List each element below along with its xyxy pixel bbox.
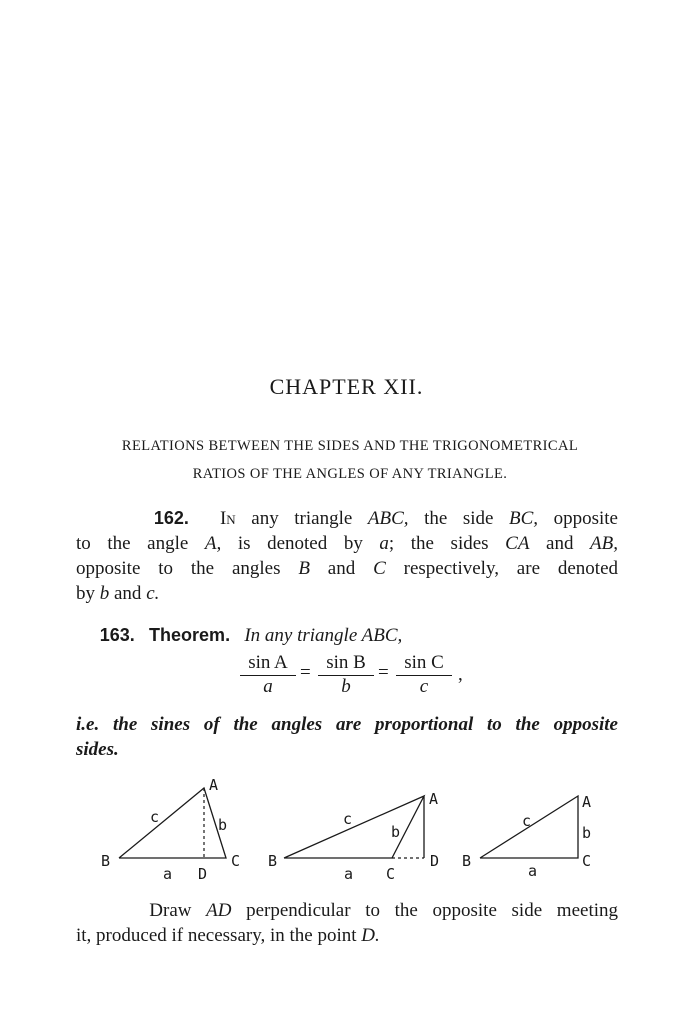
section-162-number: 162. <box>153 508 189 528</box>
theorem-label: Theorem. <box>149 625 231 645</box>
text: and <box>309 558 374 579</box>
numerator-sin-b: sin B <box>326 652 366 673</box>
text: perpendicular to the opposite side meeting <box>231 900 618 921</box>
triangle-figures <box>0 770 693 890</box>
section-162-line-4 <box>76 581 618 606</box>
section-162-line-3 <box>76 556 618 581</box>
subtitle-line-1: RELATIONS BETWEEN THE SIDES AND THE TRIGONOMETRICAL <box>121 438 579 454</box>
triangle-outline <box>284 796 424 858</box>
side-c: c. <box>146 583 160 604</box>
text: and <box>529 533 591 554</box>
figure-2-obtuse-triangle <box>268 790 439 883</box>
triangle-outline <box>119 788 226 858</box>
fraction-sin-b <box>314 652 378 698</box>
equals-sign: = <box>300 662 311 683</box>
section-163-number: 163. <box>99 625 135 645</box>
ie-line-2: sides. <box>76 739 119 760</box>
figure-1-acute-triangle <box>101 776 240 883</box>
section-163-line-1 <box>76 623 618 648</box>
foot-d-label: D <box>198 865 208 883</box>
side-a-label: a <box>528 862 538 880</box>
section-162-line-1 <box>76 506 618 531</box>
section-162 <box>76 506 618 606</box>
text: to the angle <box>76 533 205 554</box>
vertex-a-label: A <box>209 776 219 794</box>
angle-a: A, <box>204 533 222 554</box>
numerator-sin-a: sin A <box>248 652 288 673</box>
vertex-c-label: C <box>582 852 592 870</box>
side-b-label: b <box>218 816 228 834</box>
denominator-a: a <box>263 676 273 697</box>
ie-line-1: i.e. the sines of the angles are proportional to the opposite <box>76 714 618 735</box>
theorem-explanation <box>76 712 618 762</box>
text: it, produced if necessary, in the point <box>76 925 362 946</box>
text: opposite <box>538 508 618 529</box>
side-c-label: c <box>522 812 532 830</box>
point-d: D. <box>361 925 380 946</box>
angle-b: B <box>298 558 310 579</box>
chapter-subtitle <box>70 432 630 488</box>
side-c-label: c <box>343 810 353 828</box>
closing-line-2 <box>76 923 618 948</box>
lead-cap: In <box>219 508 236 529</box>
vertex-c-label: C <box>386 865 396 883</box>
equals-sign: = <box>378 662 389 683</box>
side-b-label: b <box>391 823 401 841</box>
chapter-title: CHAPTER XII. <box>269 374 424 399</box>
text: respectively, are denoted <box>385 558 619 579</box>
text: any triangle <box>235 508 368 529</box>
numerator-sin-c: sin C <box>404 652 444 673</box>
vertex-b-label: B <box>268 852 278 870</box>
fraction-sin-c <box>392 652 456 698</box>
sine-rule-formula <box>236 652 466 702</box>
figure-3-right-triangle <box>462 793 591 880</box>
text: Draw <box>149 900 207 921</box>
side-a: a <box>379 533 389 554</box>
vertex-a-label: A <box>429 790 439 808</box>
angle-c: C <box>373 558 386 579</box>
abc: ABC, <box>367 508 409 529</box>
ca: CA <box>505 533 530 554</box>
theorem-statement: In any triangle ABC, <box>244 625 403 646</box>
ad: AD <box>206 900 232 921</box>
ab: AB, <box>590 533 619 554</box>
vertex-a-label: A <box>582 793 592 811</box>
vertex-b-label: B <box>101 852 111 870</box>
text: by <box>76 583 100 604</box>
text: and <box>109 583 147 604</box>
fraction-sin-a <box>236 652 300 698</box>
subtitle-line-2: RATIOS OF THE ANGLES OF ANY TRIANGLE. <box>192 466 508 482</box>
text: the side <box>408 508 510 529</box>
bc: BC, <box>509 508 539 529</box>
side-b-label: b <box>582 824 592 842</box>
text: is denoted by <box>221 533 380 554</box>
denominator-c: c <box>419 676 429 697</box>
denominator-b: b <box>341 676 351 697</box>
vertex-b-label: B <box>462 852 472 870</box>
closing-line-1 <box>76 898 618 923</box>
vertex-c-label: C <box>231 852 241 870</box>
side-c-label: c <box>150 808 160 826</box>
section-163-heading <box>76 623 618 648</box>
side-a-label: a <box>344 865 354 883</box>
foot-d-label: D <box>430 852 440 870</box>
text: ; the sides <box>388 533 506 554</box>
side-b: b <box>99 583 110 604</box>
closing-paragraph <box>76 898 618 948</box>
text: opposite to the angles <box>76 558 299 579</box>
side-a-label: a <box>163 865 173 883</box>
section-162-line-2 <box>76 531 618 556</box>
formula-comma: , <box>458 664 463 685</box>
